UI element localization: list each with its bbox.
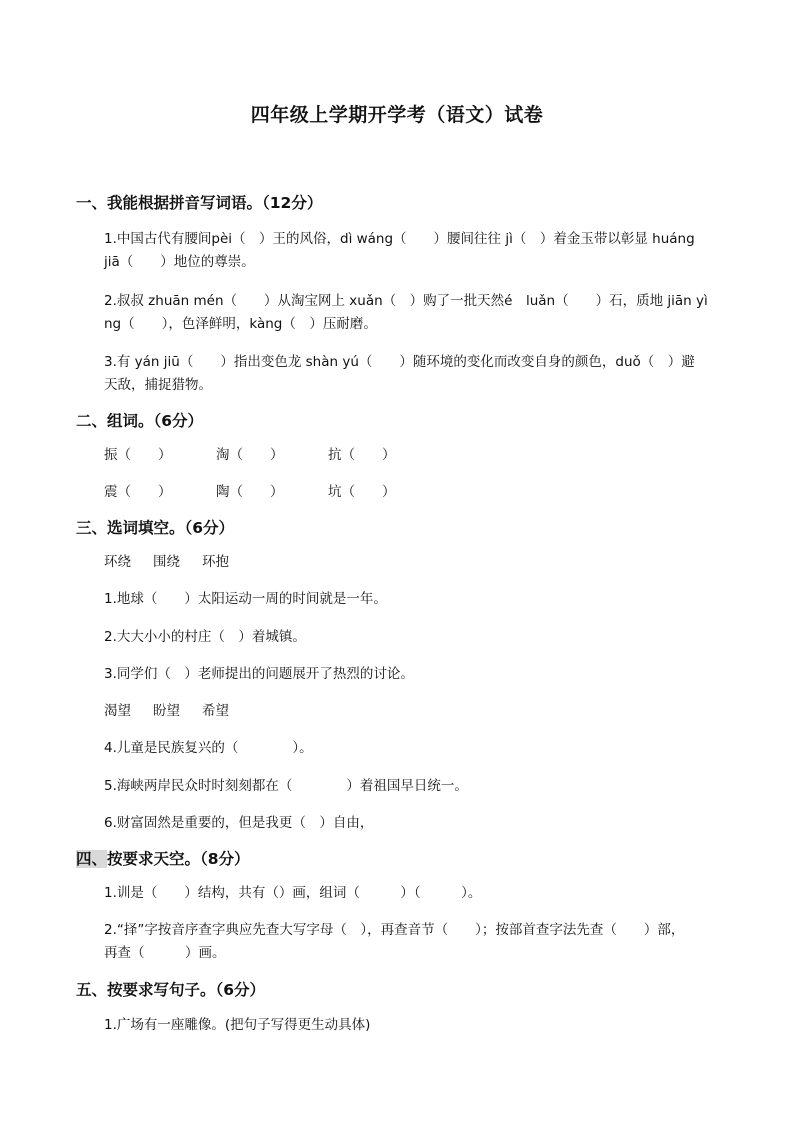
s2-item: 坑（ ）: [328, 484, 396, 500]
word-option: 渴望: [104, 703, 131, 719]
s2-row-1: [104, 443, 440, 463]
s3-line-4: 4.儿童是民族复兴的（ ）。: [104, 740, 313, 756]
s4-line-3: 再查（ ）画。: [104, 945, 226, 961]
s1-line-6: 天敌，捕捉猎物。: [104, 377, 212, 393]
word-option: 盼望: [153, 703, 180, 719]
section-2-heading: 二、组词。（6分）: [76, 412, 204, 430]
page-title: 四年级上学期开学考（语文）试卷: [250, 104, 544, 126]
s2-item: 淘（ ）: [216, 447, 284, 463]
s5-line-1: 1.广场有一座雕像。(把句子写得更生动具体): [104, 1017, 371, 1033]
s3-line-3: 3.同学们（ ）老师提出的问题展开了热烈的讨论。: [104, 666, 414, 682]
s1-line-4: ng（ ），色泽鲜明，kàng（ ）压耐磨。: [104, 316, 377, 332]
word-option: 环抱: [202, 554, 229, 570]
s3-line-6: 6.财富固然是重要的，但是我更（ ）自由，: [104, 815, 374, 831]
word-option: 希望: [202, 703, 229, 719]
s1-line-3: 2.叔叔 zhuān mén（ ）从淘宝网上 xuǎn（ ）购了一批天然é luǎn（ ）石，质地 jiān yì: [104, 293, 708, 309]
s4-line-1: 1.训是（ ）结构，共有（）画，组词（ ）（ ）。: [104, 885, 482, 901]
s2-item: 抗（ ）: [328, 447, 396, 463]
s3-word-bank-2: [104, 699, 251, 719]
s2-item: 陶（ ）: [216, 484, 284, 500]
s1-line-5: 3.有 yán jiū（ ）指出变色龙 shàn yú（ ）随环境的变化而改变自身的颜色，duǒ（ ）避: [104, 354, 695, 370]
s2-item: 震（ ）: [104, 484, 172, 500]
section-1-heading: 一、我能根据拼音写词语。（12分）: [76, 194, 323, 212]
s3-line-5: 5.海峡两岸民众时时刻刻都在（ ）着祖国早日统一。: [104, 778, 468, 794]
s3-line-2: 2.大大小小的村庄（ ）着城镇。: [104, 629, 306, 645]
s3-line-1: 1.地球（ ）太阳运动一周的时间就是一年。: [104, 591, 387, 607]
section-4-title: 按要求天空。（8分）: [107, 850, 250, 868]
s2-item: 振（ ）: [104, 447, 172, 463]
s1-line-1: 1.中国古代有腰间pèi（ ）王的风俗，dì wáng（ ）腰间往往 jì（ ）着金玉带以彰显 huáng: [104, 231, 695, 247]
s3-word-bank-1: [104, 550, 251, 570]
section-4-heading: [76, 847, 250, 869]
section-3-heading: 三、选词填空。（6分）: [76, 519, 235, 537]
s1-line-2: jiā（ ）地位的尊崇。: [104, 254, 255, 270]
s4-line-2: 2.“择”字按音序查字典应先查大写字母（ ），再查音节（ ）；按部首查字法先查（ ）部，: [104, 922, 685, 938]
s2-row-2: [104, 480, 440, 500]
section-5-heading: 五、按要求写句子。（6分）: [76, 981, 266, 999]
section-4-number-highlight: 四、: [76, 850, 108, 868]
word-option: 围绕: [153, 554, 180, 570]
word-option: 环绕: [104, 554, 131, 570]
